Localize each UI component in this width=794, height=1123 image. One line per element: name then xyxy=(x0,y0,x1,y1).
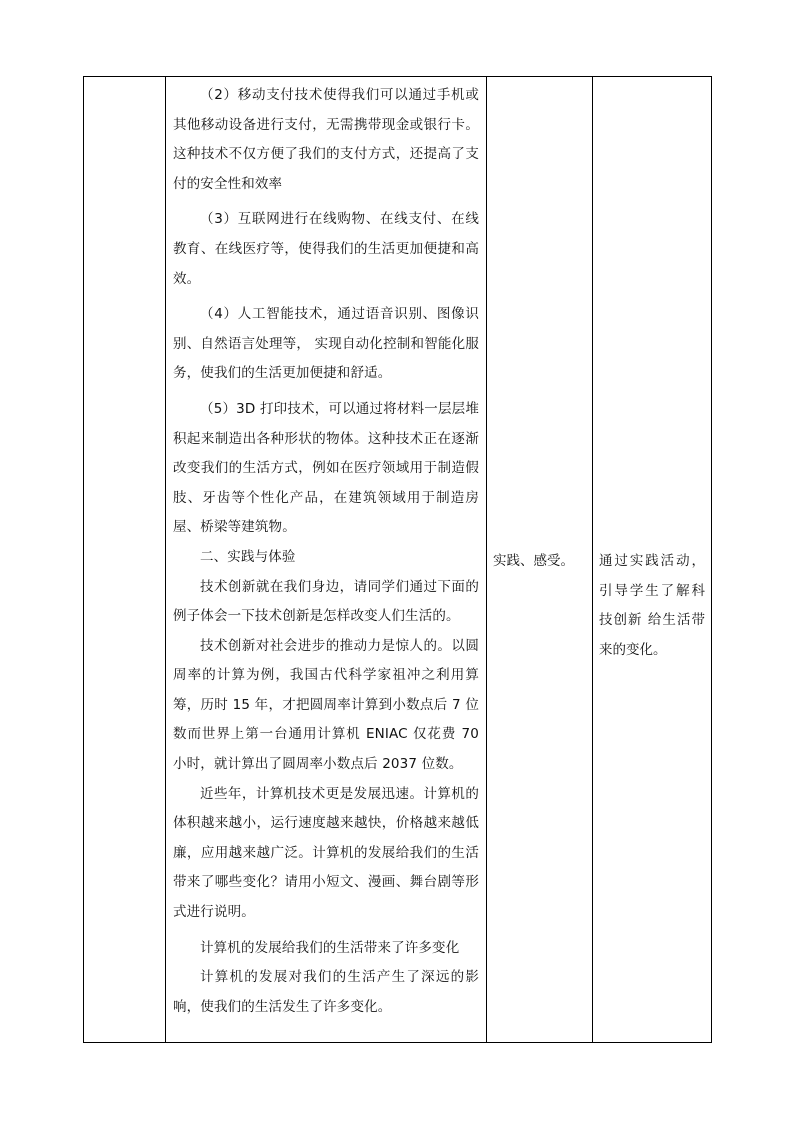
content-body xyxy=(166,77,486,1022)
paragraph-3d-printing: （5）3D 打印技术，可以通过将材料一层层堆积起来制造出各种形状的物体。这种技术正在逐渐改变我们的生活方式，例如在医疗领域用于制造假肢、牙齿等个性化产品，在建筑领域用于制造房屋、桥梁等建筑物。 xyxy=(173,400,479,536)
paragraph-pi-example: 技术创新对社会进步的推动力是惊人的。以圆周率的计算为例，我国古代科学家祖冲之利用算筹，历时 15 年，才把圆周率计算到小数点后 7 位数而世界上第一台通用计算机 ENIAC 仅花费 70 小时，就计算出了圆周率小数点后 2037 位数。 xyxy=(173,637,479,773)
method-cell xyxy=(487,77,593,1043)
paragraph-innovation-intro: 技术创新就在我们身边，请同学们通过下面的例子体会一下技术创新是怎样改变人们生活的。 xyxy=(173,578,479,625)
lesson-plan-table xyxy=(83,76,712,1043)
stage-cell xyxy=(84,77,166,1043)
table-row xyxy=(84,77,712,1043)
paragraph-computer-development: 近些年，计算机技术更是发展迅速。计算机的体积越来越小，运行速度越来越快，价格越来越低廉，应用越来越广泛。计算机的发展给我们的生活带来了哪些变化？请用小短文、漫画、舞台剧等形式进行说明。 xyxy=(173,785,479,921)
paragraph-ai: （4）人工智能技术，通过语音识别、图像识别、自然语言处理等， 实现自动化控制和智能化服务，使我们的生活更加便捷和舒适。 xyxy=(173,306,479,382)
paragraph-computer-changes: 计算机的发展给我们的生活带来了许多变化 xyxy=(200,939,460,956)
paragraph-internet: （3）互联网进行在线购物、在线支付、在线教育、在线医疗等，使得我们的生活更加便捷和高效。 xyxy=(173,211,479,287)
paragraph-mobile-payment: （2）移动支付技术使得我们可以通过手机或其他移动设备进行支付，无需携带现金或银行卡。这种技术不仅方便了我们的支付方式，还提高了支付的安全性和效率 xyxy=(173,87,479,192)
method-text: 实践、感受。 xyxy=(493,553,574,569)
section-heading-practice: 二、实践与体验 xyxy=(200,548,296,565)
purpose-cell xyxy=(593,77,712,1043)
paragraph-computer-impact: 计算机的发展对我们的生活产生了深远的影响，使我们的生活发生了许多变化。 xyxy=(173,969,479,1015)
content-cell xyxy=(166,77,487,1043)
purpose-text: 通过实践活动，引导学生了解科技创新 给生活带来的变化。 xyxy=(599,553,705,658)
